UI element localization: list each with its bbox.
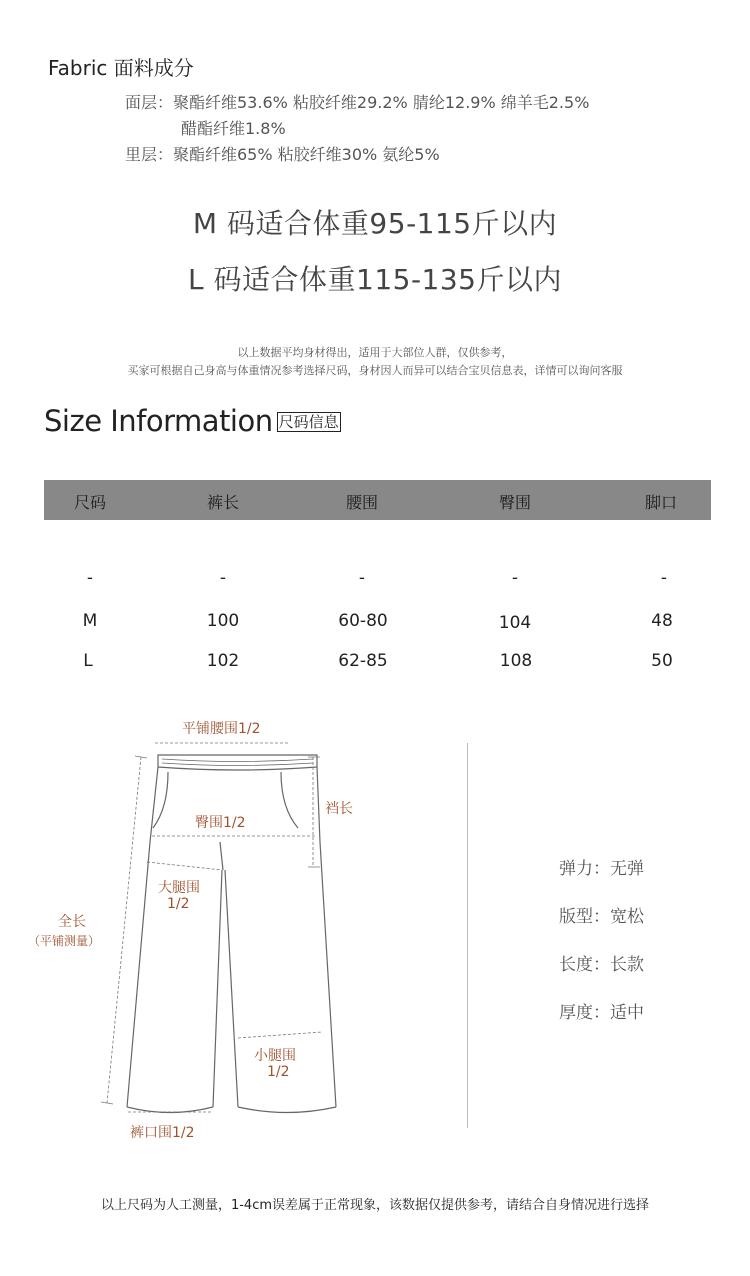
label-hem: 裤口围1/2 (130, 1125, 195, 1141)
label-calf: 小腿围 (254, 1048, 296, 1064)
spec-fit: 版型：宽松 (559, 907, 644, 927)
note-line1: 以上数据平均身材得出，适用于大部位人群，仅供参考， (237, 346, 513, 359)
label-hip: 臀围1/2 (195, 815, 246, 831)
size-info-title: Size Information (44, 404, 273, 438)
cell-size: M (82, 611, 98, 631)
label-thigh-fraction: 1/2 (167, 896, 190, 912)
table-row (44, 651, 711, 677)
note-line2: 买家可根据自己身高与体重情况参考选择尺码，身材因人而异可以结合宝贝信息表，详情可以询问客服 (127, 364, 623, 377)
length-measure-ticks (101, 756, 147, 1104)
fabric-title: Fabric 面料成分 (48, 56, 194, 80)
cell-waist: - (358, 568, 366, 588)
calf-measure-line (238, 1032, 322, 1038)
size-info-heading (44, 404, 341, 438)
label-length: 全长 (58, 914, 86, 930)
header-waist: 腰围 (345, 493, 379, 512)
pants-right-outseam (317, 767, 336, 1107)
thigh-measure-line (147, 862, 222, 870)
spec-elasticity: 弹力：无弹 (559, 859, 644, 879)
cell-hip: 108 (499, 651, 533, 671)
vertical-divider (467, 743, 468, 1128)
pants-right-hem (238, 1107, 336, 1113)
cell-hem: - (660, 568, 668, 588)
size-table-header (44, 480, 711, 520)
label-length-note: （平铺测量） (28, 934, 101, 948)
spec-length: 长度：长款 (559, 955, 644, 975)
table-row (44, 568, 711, 594)
size-info-subtitle: 尺码信息 (278, 413, 339, 431)
pants-left-inseam (213, 870, 222, 1107)
cell-hip: - (511, 568, 519, 588)
pants-right-pocket (281, 772, 298, 828)
waistband-outline (158, 755, 317, 770)
pants-right-inseam (225, 870, 238, 1107)
label-rise: 裆长 (325, 801, 353, 817)
cell-size: L (83, 651, 93, 671)
cell-waist: 62-85 (338, 651, 388, 671)
table-row (44, 611, 711, 637)
cell-length: 102 (206, 651, 240, 671)
length-measure-line (107, 757, 141, 1103)
footer-note: 以上尺码为人工测量，1-4cm误差属于正常现象，该数据仅提供参考，请结合自身情况进行选择 (100, 1198, 650, 1213)
header-hip: 臀围 (498, 493, 532, 512)
label-calf-fraction: 1/2 (267, 1064, 290, 1080)
fit-l: L 码适合体重115-135斤以内 (188, 263, 562, 296)
label-thigh: 大腿围 (158, 880, 200, 896)
cell-size: - (86, 568, 94, 588)
cell-length: - (219, 568, 227, 588)
fabric-outer-line2: 醋酯纤维1.8% (181, 119, 286, 138)
pants-crotch (220, 842, 223, 870)
cell-hem: 50 (651, 651, 673, 671)
cell-hem: 48 (651, 611, 673, 631)
header-size: 尺码 (73, 493, 107, 512)
fabric-outer-line1: 面层：聚酯纤维53.6% 粘胶纤维29.2% 腈纶12.9% 绵羊毛2.5% (125, 93, 590, 112)
cell-hip: 104 (498, 613, 532, 633)
header-length: 裤长 (206, 493, 240, 512)
header-hem: 脚口 (644, 493, 678, 512)
pants-left-outseam (127, 767, 158, 1107)
pants-left-pocket (153, 772, 168, 828)
waistband-elastic (162, 759, 313, 766)
cell-length: 100 (206, 611, 240, 631)
cell-waist: 60-80 (338, 611, 388, 631)
label-waist: 平铺腰围1/2 (182, 721, 261, 737)
fit-m: M 码适合体重95-115斤以内 (192, 207, 558, 240)
spec-thickness: 厚度：适中 (559, 1003, 644, 1023)
fabric-lining-line: 里层：聚酯纤维65% 粘胶纤维30% 氨纶5% (125, 145, 440, 164)
